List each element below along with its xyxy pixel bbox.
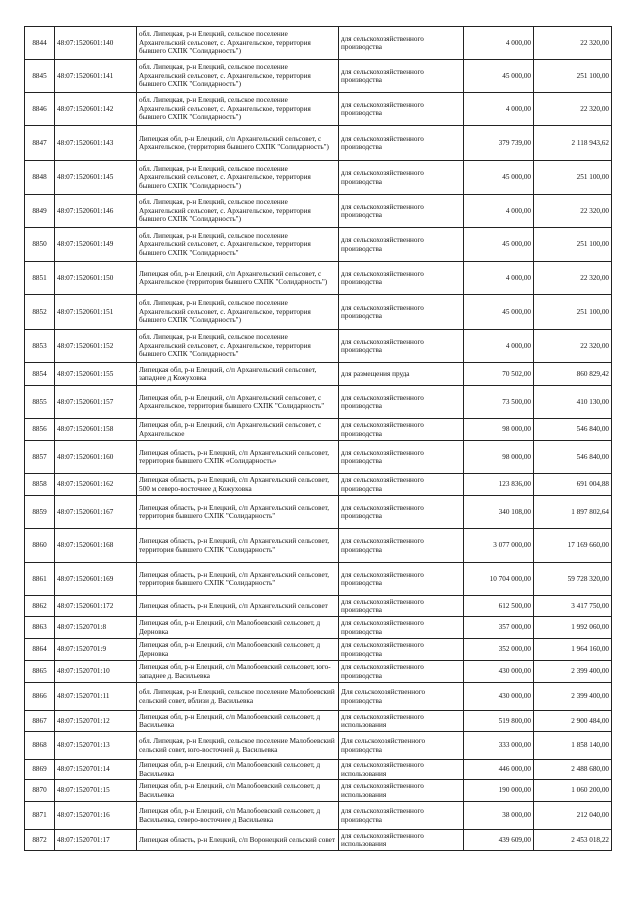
table-row	[25, 732, 612, 760]
cadastral-number-cell: 48:07:1520601:160	[55, 441, 137, 474]
cadastral-value-cell: 1 964 160,00	[534, 639, 612, 661]
row-number-cell: 8870	[25, 780, 55, 802]
cadastral-number-cell: 48:07:1520601:157	[55, 386, 137, 419]
row-number-cell: 8857	[25, 441, 55, 474]
row-number-cell: 8844	[25, 27, 55, 60]
row-number-cell: 8869	[25, 760, 55, 780]
land-use-cell: для сельскохозяйственного использования	[339, 760, 464, 780]
cadastral-value-cell: 410 130,00	[534, 386, 612, 419]
address-cell: Липецкая обл, р-н Елецкий, с/п Малобоевский сельсовет, д Дерновка	[137, 639, 339, 661]
row-number-cell: 8848	[25, 161, 55, 195]
cadastral-number-cell: 48:07:1520601:141	[55, 60, 137, 93]
row-number-cell: 8847	[25, 126, 55, 161]
land-use-cell: для сельскохозяйственного производства	[339, 474, 464, 496]
address-cell: Липецкая область, р-н Елецкий, с/п Архангельский сельсовет, территория бывшего СХПК "Солидарность"	[137, 563, 339, 596]
table-row	[25, 617, 612, 639]
cadastral-number-cell: 48:07:1520701:17	[55, 830, 137, 851]
row-number-cell: 8865	[25, 661, 55, 683]
row-number-cell: 8853	[25, 330, 55, 363]
row-number-cell: 8859	[25, 496, 55, 529]
cadastral-number-cell: 48:07:1520601:162	[55, 474, 137, 496]
cadastral-value-cell: 2 453 018,22	[534, 830, 612, 851]
cadastral-number-cell: 48:07:1520601:167	[55, 496, 137, 529]
address-cell: обл. Липецкая, р-н Елецкий, сельское поселение Архангельский сельсовет, с. Архангельское, территория бывшего СХПК "Солидарность"	[137, 228, 339, 262]
land-use-cell: для сельскохозяйственного производства	[339, 419, 464, 441]
cadastral-number-cell: 48:07:1520601:151	[55, 295, 137, 330]
address-cell: Липецкая обл, р-н Елецкий, с/п Архангельский сельсовет, с Архангельское, (территория бывшего СХПК "Солидарность")	[137, 126, 339, 161]
table-row	[25, 295, 612, 330]
land-use-cell: для сельскохозяйственного производства	[339, 563, 464, 596]
land-use-cell: для сельскохозяйственного производства	[339, 161, 464, 195]
row-number-cell: 8863	[25, 617, 55, 639]
area-cell: 439 609,00	[464, 830, 534, 851]
table-row	[25, 363, 612, 386]
cadastral-value-cell: 251 100,00	[534, 60, 612, 93]
land-use-cell: Для сельскохозяйственного производства	[339, 732, 464, 760]
cadastral-number-cell: 48:07:1520701:16	[55, 802, 137, 830]
cadastral-number-cell: 48:07:1520601:158	[55, 419, 137, 441]
row-number-cell: 8861	[25, 563, 55, 596]
area-cell: 333 000,00	[464, 732, 534, 760]
address-cell: Липецкая обл, р-н Елецкий, с/п Архангельский сельсовет, с Архангельское (территория бывшего СХПК "Солидарность")	[137, 262, 339, 295]
cadastral-number-cell: 48:07:1520701:10	[55, 661, 137, 683]
table-row	[25, 563, 612, 596]
area-cell: 612 500,00	[464, 596, 534, 617]
area-cell: 446 000,00	[464, 760, 534, 780]
row-number-cell: 8866	[25, 683, 55, 711]
address-cell: обл. Липецкая, р-н Елецкий, сельское поселение Архангельский сельсовет, с. Архангельское, территория бывшего СХПК "Солидарность")	[137, 161, 339, 195]
row-number-cell: 8856	[25, 419, 55, 441]
cadastral-number-cell: 48:07:1520701:11	[55, 683, 137, 711]
row-number-cell: 8868	[25, 732, 55, 760]
land-use-cell: для сельскохозяйственного производства	[339, 228, 464, 262]
cadastral-number-cell: 48:07:1520701:13	[55, 732, 137, 760]
cadastral-number-cell: 48:07:1520601:172	[55, 596, 137, 617]
address-cell: Липецкая обл, р-н Елецкий, с/п Малобоевский сельсовет, юго-западнее д. Васильевка	[137, 661, 339, 683]
cadastral-number-cell: 48:07:1520601:143	[55, 126, 137, 161]
land-use-cell: для сельскохозяйственного производства	[339, 661, 464, 683]
land-use-cell: для сельскохозяйственного производства	[339, 639, 464, 661]
cadastral-number-cell: 48:07:1520601:169	[55, 563, 137, 596]
cadastral-value-cell: 212 040,00	[534, 802, 612, 830]
table-row	[25, 596, 612, 617]
address-cell: Липецкая область, р-н Елецкий, с/п Архангельский сельсовет, территория бывшего СХПК "Солидарность"	[137, 529, 339, 563]
area-cell: 4 000,00	[464, 330, 534, 363]
land-use-cell: для сельскохозяйственного производства	[339, 496, 464, 529]
table-row	[25, 496, 612, 529]
table-row	[25, 60, 612, 93]
area-cell: 4 000,00	[464, 262, 534, 295]
table-row	[25, 780, 612, 802]
cadastral-value-cell: 59 728 320,00	[534, 563, 612, 596]
cadastral-number-cell: 48:07:1520701:9	[55, 639, 137, 661]
cadastral-value-cell: 2 399 400,00	[534, 661, 612, 683]
land-use-cell: для сельскохозяйственного производства	[339, 330, 464, 363]
area-cell: 45 000,00	[464, 295, 534, 330]
land-use-cell: Для сельскохозяйственного производства	[339, 683, 464, 711]
cadastral-value-cell: 22 320,00	[534, 27, 612, 60]
area-cell: 379 739,00	[464, 126, 534, 161]
row-number-cell: 8845	[25, 60, 55, 93]
cadastral-number-cell: 48:07:1520601:149	[55, 228, 137, 262]
row-number-cell: 8858	[25, 474, 55, 496]
land-use-cell: для сельскохозяйственного производства	[339, 529, 464, 563]
address-cell: Липецкая обл, р-н Елецкий, с/п Малобоевский сельсовет, д Васильевка, северо-восточнее д Васильевка	[137, 802, 339, 830]
cadastral-value-cell: 1 060 200,00	[534, 780, 612, 802]
address-cell: обл. Липецкая, р-н Елецкий, сельское поселение Архангельский сельсовет, с. Архангельское, территория бывшего СХПК "Солидарность")	[137, 93, 339, 126]
area-cell: 4 000,00	[464, 27, 534, 60]
row-number-cell: 8849	[25, 195, 55, 228]
cadastral-number-cell: 48:07:1520601:146	[55, 195, 137, 228]
row-number-cell: 8855	[25, 386, 55, 419]
area-cell: 3 077 000,00	[464, 529, 534, 563]
table-row	[25, 441, 612, 474]
cadastral-value-cell: 3 417 750,00	[534, 596, 612, 617]
row-number-cell: 8854	[25, 363, 55, 386]
land-use-cell: для сельскохозяйственного производства	[339, 60, 464, 93]
area-cell: 73 500,00	[464, 386, 534, 419]
cadastral-number-cell: 48:07:1520701:15	[55, 780, 137, 802]
land-use-cell: для сельскохозяйственного использования	[339, 830, 464, 851]
area-cell: 70 502,00	[464, 363, 534, 386]
cadastral-value-cell: 2 118 943,62	[534, 126, 612, 161]
table-row	[25, 386, 612, 419]
cadastral-value-cell: 251 100,00	[534, 228, 612, 262]
row-number-cell: 8864	[25, 639, 55, 661]
table-body	[25, 27, 612, 851]
row-number-cell: 8867	[25, 711, 55, 732]
area-cell: 45 000,00	[464, 60, 534, 93]
table-row	[25, 228, 612, 262]
table-row	[25, 27, 612, 60]
land-use-cell: для сельскохозяйственного производства	[339, 596, 464, 617]
area-cell: 352 000,00	[464, 639, 534, 661]
address-cell: обл. Липецкая, р-н Елецкий, сельское поселение Малобоевский сельский совет, вблизи д. Васильевка	[137, 683, 339, 711]
address-cell: обл. Липецкая, р-н Елецкий, сельское поселение Малобоевский сельский совет, юго-восточней д. Васильевка	[137, 732, 339, 760]
table-row	[25, 161, 612, 195]
area-cell: 430 000,00	[464, 683, 534, 711]
land-use-cell: для сельскохозяйственного производства	[339, 195, 464, 228]
land-use-cell: для размещения пруда	[339, 363, 464, 386]
area-cell: 357 000,00	[464, 617, 534, 639]
area-cell: 10 704 000,00	[464, 563, 534, 596]
address-cell: обл. Липецкая, р-н Елецкий, сельское поселение Архангельский сельсовет, с. Архангельское, территория бывшего СХПК "Солидарность"	[137, 330, 339, 363]
cadastral-value-cell: 17 169 660,00	[534, 529, 612, 563]
area-cell: 123 836,00	[464, 474, 534, 496]
table-row	[25, 711, 612, 732]
land-use-cell: для сельскохозяйственного производства	[339, 295, 464, 330]
cadastral-value-cell: 1 858 140,00	[534, 732, 612, 760]
cadastral-number-cell: 48:07:1520701:8	[55, 617, 137, 639]
cadastral-value-cell: 22 320,00	[534, 330, 612, 363]
land-registry-table	[24, 26, 612, 851]
table-row	[25, 419, 612, 441]
table-row	[25, 661, 612, 683]
row-number-cell: 8862	[25, 596, 55, 617]
row-number-cell: 8872	[25, 830, 55, 851]
area-cell: 45 000,00	[464, 228, 534, 262]
address-cell: обл. Липецкая, р-н Елецкий, сельское поселение Архангельский сельсовет, с. Архангельское, территория бывшего СХПК "Солидарность")	[137, 195, 339, 228]
address-cell: Липецкая обл, р-н Елецкий, с/п Архангельский сельсовет, западнее д Кожуховка	[137, 363, 339, 386]
cadastral-number-cell: 48:07:1520701:12	[55, 711, 137, 732]
address-cell: обл. Липецкая, р-н Елецкий, сельское поселение Архангельский сельсовет, с. Архангельское, территория бывшего СХПК "Солидарность")	[137, 27, 339, 60]
land-use-cell: для сельскохозяйственного производства	[339, 802, 464, 830]
address-cell: Липецкая обл, р-н Елецкий, с/п Архангельский сельсовет, с Архангельское, территория бывшего СХПК "Солидарность"	[137, 386, 339, 419]
cadastral-number-cell: 48:07:1520601:150	[55, 262, 137, 295]
cadastral-value-cell: 2 900 484,00	[534, 711, 612, 732]
area-cell: 45 000,00	[464, 161, 534, 195]
address-cell: Липецкая область, р-н Елецкий, с/п Архангельский сельсовет	[137, 596, 339, 617]
table-row	[25, 474, 612, 496]
cadastral-value-cell: 251 100,00	[534, 295, 612, 330]
cadastral-number-cell: 48:07:1520601:168	[55, 529, 137, 563]
address-cell: Липецкая область, р-н Елецкий, с/п Архангельский сельсовет, 500 м северо-восточнее д Кожуховка	[137, 474, 339, 496]
land-use-cell: для сельскохозяйственного производства	[339, 617, 464, 639]
area-cell: 190 000,00	[464, 780, 534, 802]
cadastral-number-cell: 48:07:1520601:140	[55, 27, 137, 60]
cadastral-value-cell: 22 320,00	[534, 262, 612, 295]
area-cell: 430 000,00	[464, 661, 534, 683]
area-cell: 340 108,00	[464, 496, 534, 529]
cadastral-number-cell: 48:07:1520601:145	[55, 161, 137, 195]
table-row	[25, 802, 612, 830]
cadastral-value-cell: 860 829,42	[534, 363, 612, 386]
land-use-cell: для сельскохозяйственного производства	[339, 262, 464, 295]
land-use-cell: для сельскохозяйственного производства	[339, 386, 464, 419]
cadastral-value-cell: 546 840,00	[534, 419, 612, 441]
land-use-cell: для сельскохозяйственного использования	[339, 780, 464, 802]
area-cell: 98 000,00	[464, 441, 534, 474]
cadastral-number-cell: 48:07:1520601:142	[55, 93, 137, 126]
land-use-cell: для сельскохозяйственного производства	[339, 93, 464, 126]
area-cell: 4 000,00	[464, 93, 534, 126]
cadastral-value-cell: 546 840,00	[534, 441, 612, 474]
address-cell: обл. Липецкая, р-н Елецкий, сельское поселение Архангельский сельсовет, с. Архангельское, территория бывшего СХПК "Солидарность")	[137, 295, 339, 330]
table-row	[25, 126, 612, 161]
address-cell: Липецкая область, р-н Елецкий, с/п Архангельский сельсовет, территория бывшего СХПК "Солидарность"	[137, 496, 339, 529]
cadastral-number-cell: 48:07:1520601:152	[55, 330, 137, 363]
row-number-cell: 8860	[25, 529, 55, 563]
cadastral-value-cell: 691 004,88	[534, 474, 612, 496]
cadastral-number-cell: 48:07:1520601:155	[55, 363, 137, 386]
address-cell: Липецкая обл, р-н Елецкий, с/п Архангельский сельсовет, с Архангельское	[137, 419, 339, 441]
cadastral-value-cell: 2 488 680,00	[534, 760, 612, 780]
row-number-cell: 8871	[25, 802, 55, 830]
row-number-cell: 8851	[25, 262, 55, 295]
area-cell: 4 000,00	[464, 195, 534, 228]
address-cell: Липецкая обл, р-н Елецкий, с/п Малобоевский сельсовет, д Дерновка	[137, 617, 339, 639]
cadastral-value-cell: 2 399 400,00	[534, 683, 612, 711]
land-use-cell: для сельскохозяйственного использования	[339, 711, 464, 732]
area-cell: 98 000,00	[464, 419, 534, 441]
table-row	[25, 262, 612, 295]
area-cell: 519 800,00	[464, 711, 534, 732]
row-number-cell: 8850	[25, 228, 55, 262]
cadastral-value-cell: 251 100,00	[534, 161, 612, 195]
cadastral-value-cell: 22 320,00	[534, 93, 612, 126]
land-use-cell: для сельскохозяйственного производства	[339, 441, 464, 474]
address-cell: обл. Липецкая, р-н Елецкий, сельское поселение Архангельский сельсовет, с. Архангельское, территория бывшего СХПК "Солидарность")	[137, 60, 339, 93]
cadastral-value-cell: 22 320,00	[534, 195, 612, 228]
table-row	[25, 683, 612, 711]
area-cell: 38 000,00	[464, 802, 534, 830]
table-row	[25, 529, 612, 563]
table-row	[25, 93, 612, 126]
address-cell: Липецкая обл, р-н Елецкий, с/п Малобоевский сельсовет, д Васильевка	[137, 711, 339, 732]
address-cell: Липецкая область, р-н Елецкий, с/п Архангельский сельсовет, территория бывшего СХПК «Солидарность»	[137, 441, 339, 474]
cadastral-value-cell: 1 992 060,00	[534, 617, 612, 639]
table-row	[25, 760, 612, 780]
address-cell: Липецкая обл, р-н Елецкий, с/п Малобоевский сельсовет, д Васильевка	[137, 780, 339, 802]
land-use-cell: для сельскохозяйственного производства	[339, 126, 464, 161]
row-number-cell: 8852	[25, 295, 55, 330]
land-use-cell: для сельскохозяйственного производства	[339, 27, 464, 60]
address-cell: Липецкая обл, р-н Елецкий, с/п Малобоевский сельсовет, д Васильевка	[137, 760, 339, 780]
table-row	[25, 639, 612, 661]
table-row	[25, 195, 612, 228]
cadastral-number-cell: 48:07:1520701:14	[55, 760, 137, 780]
table-row	[25, 830, 612, 851]
address-cell: Липецкая область, р-н Елецкий, с/п Воронецкий сельский совет	[137, 830, 339, 851]
table-row	[25, 330, 612, 363]
row-number-cell: 8846	[25, 93, 55, 126]
cadastral-value-cell: 1 897 802,64	[534, 496, 612, 529]
